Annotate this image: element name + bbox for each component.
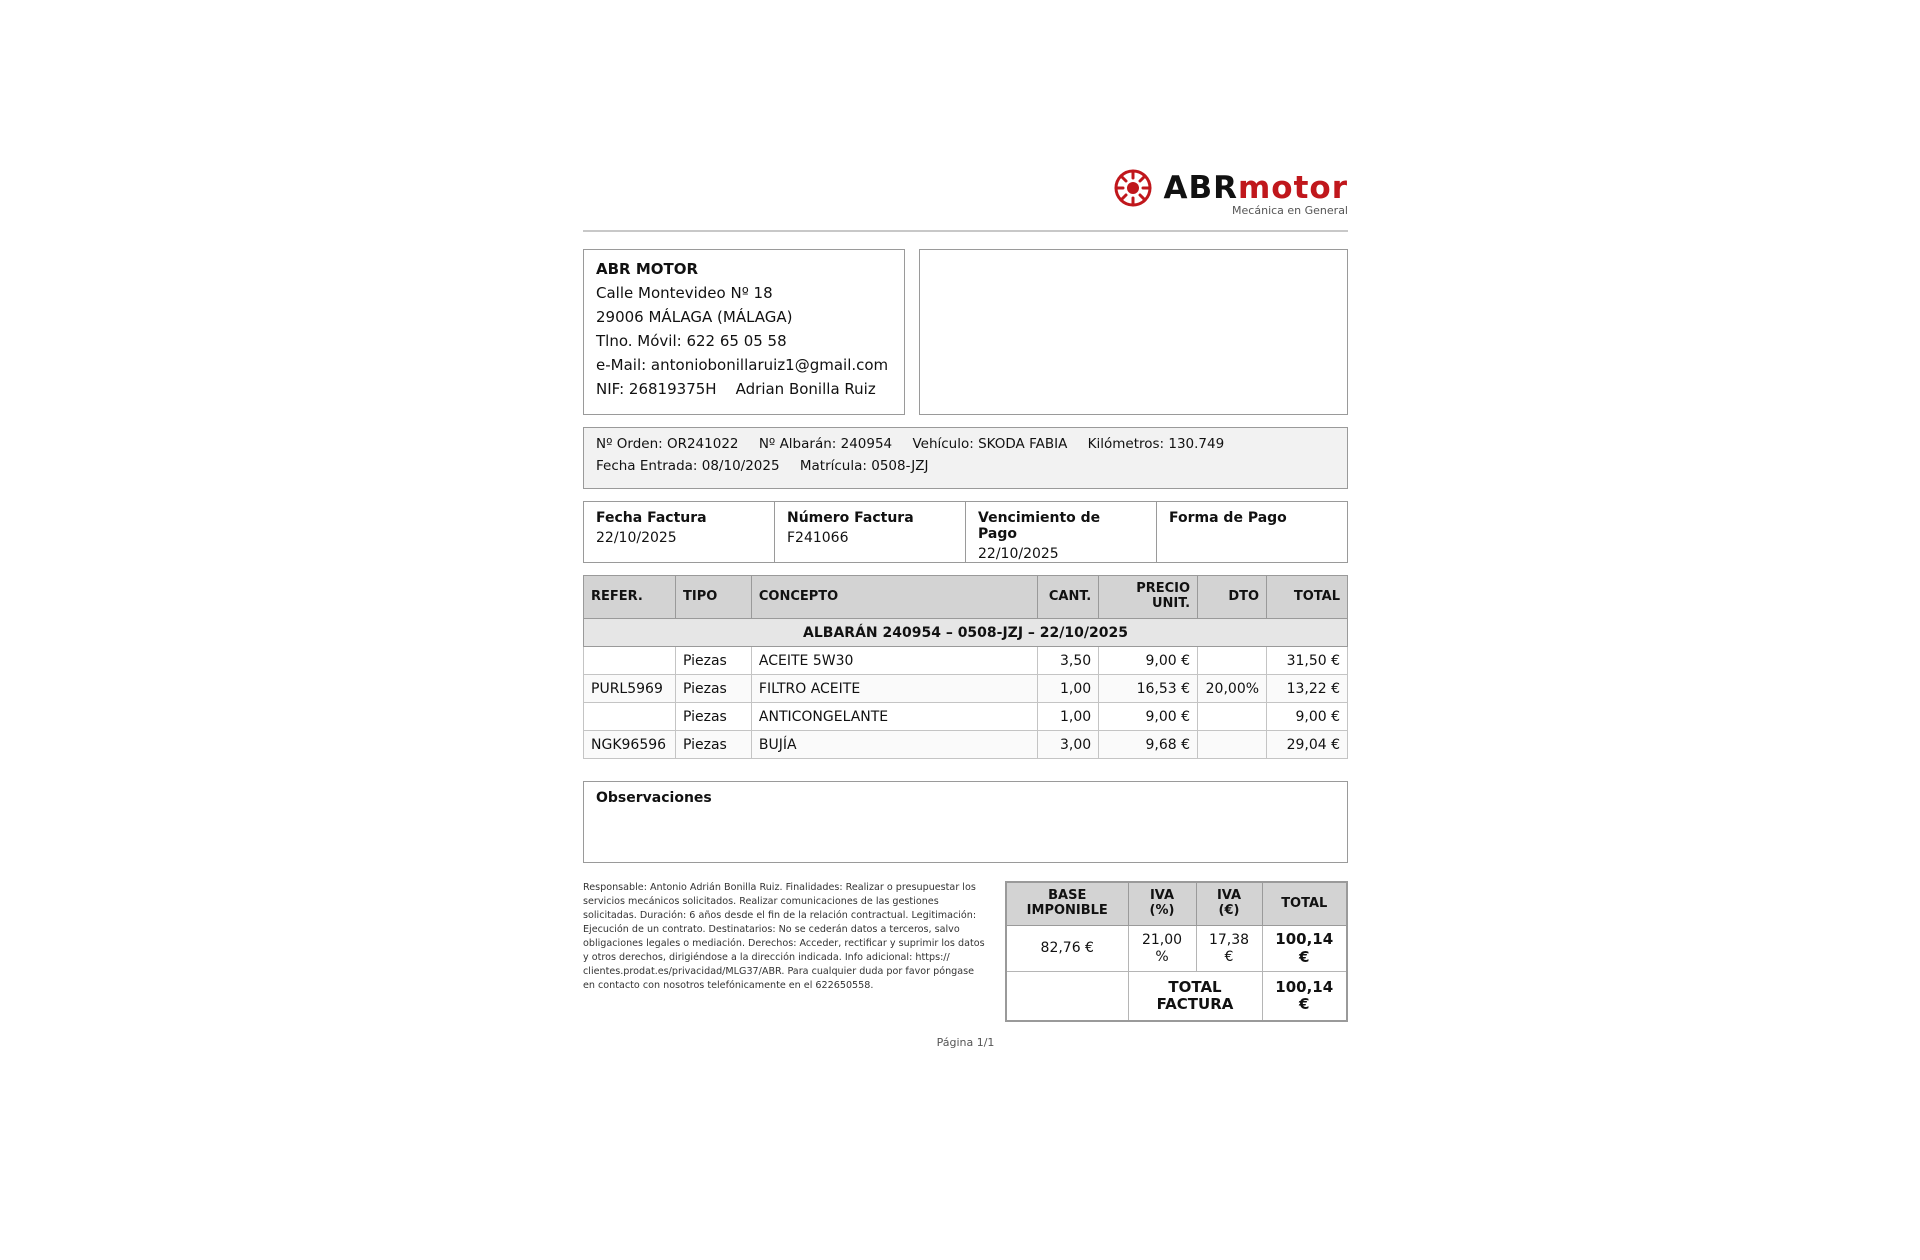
- totals-header-row: [1006, 882, 1347, 926]
- order-row-2: [596, 458, 1335, 474]
- grand-total-empty: [1006, 972, 1128, 1022]
- cell-dto: [1198, 731, 1267, 759]
- totals-values-row: [1006, 926, 1347, 972]
- legal-line: obligaciones legales o mediación. Derechos: Acceder, rectificar y suprimir los datos: [583, 938, 985, 949]
- observations-box: [583, 781, 1348, 863]
- company-nif-line: [596, 380, 892, 398]
- due-date: 22/10/2025: [978, 546, 1059, 562]
- cell-refer: [584, 703, 676, 731]
- invoice-page: [583, 160, 1348, 1049]
- brand-name-part2: motor: [1237, 169, 1348, 206]
- legal-line: solicitadas. Duración: 6 años desde el fin de la relación contractual. Legitimación:: [583, 910, 977, 921]
- cell-dto: [1198, 647, 1267, 675]
- invoice-lines-table: [583, 575, 1348, 759]
- company-phone: Tlno. Móvil: 622 65 05 58: [596, 332, 787, 350]
- grand-total-label-line2: FACTURA: [1156, 995, 1234, 1013]
- grand-total-label-line1: TOTAL: [1168, 977, 1222, 996]
- col-total: TOTAL: [1267, 576, 1348, 619]
- iva-percent: [1128, 926, 1196, 972]
- bottom-section: [583, 881, 1348, 1022]
- legal-line: en contacto con nosotros telefónicamente en el 622650558.: [583, 980, 874, 991]
- invoice-number-cell: [774, 502, 965, 562]
- row-total-currency: €: [1299, 947, 1310, 966]
- col-base-line2: IMPONIBLE: [1026, 903, 1108, 918]
- iva-percent-sign: %: [1155, 948, 1169, 965]
- cell-total: 9,00 €: [1267, 703, 1348, 731]
- col-iva-pct-line1: IVA: [1149, 888, 1175, 904]
- brand-tagline: Mecánica en General: [1232, 204, 1348, 217]
- col-precio: [1099, 576, 1198, 619]
- legal-line: Responsable: Antonio Adrián Bonilla Ruiz. Finalidades: Realizar o presupuestar los: [583, 882, 976, 893]
- albaran-number: Nº Albarán: 240954: [758, 436, 893, 452]
- iva-amount-currency: €: [1224, 948, 1234, 965]
- cell-refer: [584, 647, 676, 675]
- kilometers: Kilómetros: 130.749: [1087, 436, 1225, 452]
- grand-total: [1262, 972, 1347, 1022]
- cell-cant: 3,00: [1038, 731, 1099, 759]
- col-dto: DTO: [1198, 576, 1267, 619]
- albaran-group-label: ALBARÁN 240954 – 0508-JZJ – 22/10/2025: [584, 619, 1348, 647]
- table-row: [584, 675, 1348, 703]
- company-city: 29006 MÁLAGA (MÁLAGA): [596, 308, 793, 326]
- entry-date: Fecha Entrada: 08/10/2025: [596, 458, 780, 474]
- invoice-date-cell: [584, 502, 774, 562]
- company-owner: Adrian Bonilla Ruiz: [735, 380, 876, 398]
- legal-line: Ejecución de un contrato. Destinatarios: No se cederán datos a terceros, salvo: [583, 924, 960, 935]
- legal-line: y otros derechos, dirigiéndose a la dirección indicada. Info adicional: https://: [583, 952, 950, 963]
- table-row: [584, 647, 1348, 675]
- cell-precio: 16,53 €: [1099, 675, 1198, 703]
- col-base: [1006, 882, 1128, 926]
- totals-table: [1005, 881, 1348, 1022]
- cell-dto: [1198, 703, 1267, 731]
- cell-concepto: ANTICONGELANTE: [751, 703, 1037, 731]
- table-row: [584, 731, 1348, 759]
- col-tipo: TIPO: [675, 576, 751, 619]
- cell-concepto: BUJÍA: [751, 731, 1037, 759]
- cell-cant: 1,00: [1038, 703, 1099, 731]
- company-box: [583, 249, 905, 415]
- cell-total: 31,50 €: [1267, 647, 1348, 675]
- cell-refer: PURL5969: [584, 675, 676, 703]
- legal-line: clientes.prodat.es/privacidad/MLG37/ABR. Para cualquier duda por favor póngase: [583, 966, 975, 977]
- row-total: [1262, 926, 1347, 972]
- brand-header: [583, 160, 1348, 230]
- iva-amount-value: 17,38: [1208, 932, 1250, 949]
- iva-amount: [1196, 926, 1262, 972]
- gear-icon: [1111, 166, 1155, 210]
- cell-refer: NGK96596: [584, 731, 676, 759]
- observations-label: Observaciones: [596, 790, 712, 806]
- table-header-row: [584, 576, 1348, 619]
- cell-concepto: FILTRO ACEITE: [751, 675, 1037, 703]
- cell-cant: 3,50: [1038, 647, 1099, 675]
- iva-percent-value: 21,00: [1141, 932, 1183, 949]
- brand-name: [1163, 169, 1348, 206]
- table-row: [584, 703, 1348, 731]
- invoice-number: F241066: [787, 530, 849, 546]
- invoice-date-label: Fecha Factura: [596, 510, 707, 526]
- cell-precio: 9,00 €: [1099, 647, 1198, 675]
- col-iva-eur-line1: IVA: [1216, 888, 1242, 904]
- grand-total-currency: €: [1299, 995, 1310, 1013]
- grand-total-label: [1128, 972, 1262, 1022]
- col-iva-eur-line2: (€): [1218, 903, 1240, 918]
- cell-tipo: Piezas: [675, 703, 751, 731]
- payment-method-cell: [1156, 502, 1347, 562]
- col-iva-pct-line2: (%): [1149, 903, 1175, 918]
- invoice-number-label: Número Factura: [787, 510, 914, 526]
- order-number: Nº Orden: OR241022: [596, 436, 739, 452]
- plate: Matrícula: 0508-JZJ: [799, 458, 929, 474]
- address-row: [583, 249, 1348, 415]
- col-base-line1: BASE: [1048, 888, 1087, 904]
- grand-total-value: 100,14: [1275, 977, 1334, 996]
- legal-line: servicios mecánicos solicitados. Realizar comunicaciones de las gestiones: [583, 896, 939, 907]
- cell-precio: 9,00 €: [1099, 703, 1198, 731]
- col-cant: CANT.: [1038, 576, 1099, 619]
- page-number: Página 1/1: [936, 1036, 995, 1049]
- legal-notice: [583, 881, 993, 1022]
- company-address: Calle Montevideo Nº 18: [596, 284, 773, 302]
- due-date-label: Vencimiento de Pago: [978, 510, 1101, 542]
- cell-precio: 9,68 €: [1099, 731, 1198, 759]
- albaran-group-row: [584, 619, 1348, 647]
- grand-total-row: [1006, 972, 1347, 1022]
- cell-total: 29,04 €: [1267, 731, 1348, 759]
- brand-name-part1: ABR: [1163, 169, 1238, 206]
- cell-tipo: Piezas: [675, 675, 751, 703]
- cell-tipo: Piezas: [675, 731, 751, 759]
- col-iva-eur: [1196, 882, 1262, 926]
- due-date-cell: [965, 502, 1156, 562]
- base-imponible: 82,76 €: [1006, 926, 1128, 972]
- cell-total: 13,22 €: [1267, 675, 1348, 703]
- col-iva-pct: [1128, 882, 1196, 926]
- cell-dto: 20,00%: [1198, 675, 1267, 703]
- col-refer: REFER.: [584, 576, 676, 619]
- vehicle: Vehículo: SKODA FABIA: [912, 436, 1068, 452]
- header-divider: [583, 230, 1348, 232]
- invoice-facts: [583, 501, 1348, 563]
- company-name: ABR MOTOR: [596, 260, 699, 278]
- invoice-date: 22/10/2025: [596, 530, 677, 546]
- col-precio-line2: UNIT.: [1151, 596, 1191, 611]
- client-box: [919, 249, 1348, 415]
- order-info: [583, 427, 1348, 489]
- company-nif: NIF: 26819375H: [596, 380, 717, 398]
- col-precio-line1: PRECIO: [1136, 581, 1191, 597]
- row-total-value: 100,14: [1275, 930, 1334, 949]
- cell-cant: 1,00: [1038, 675, 1099, 703]
- order-row-1: [596, 436, 1335, 452]
- col-totals-total: TOTAL: [1262, 882, 1347, 926]
- col-concepto: CONCEPTO: [751, 576, 1037, 619]
- cell-tipo: Piezas: [675, 647, 751, 675]
- company-email: e-Mail: antoniobonillaruiz1@gmail.com: [596, 356, 889, 374]
- payment-method-label: Forma de Pago: [1169, 510, 1287, 526]
- cell-concepto: ACEITE 5W30: [751, 647, 1037, 675]
